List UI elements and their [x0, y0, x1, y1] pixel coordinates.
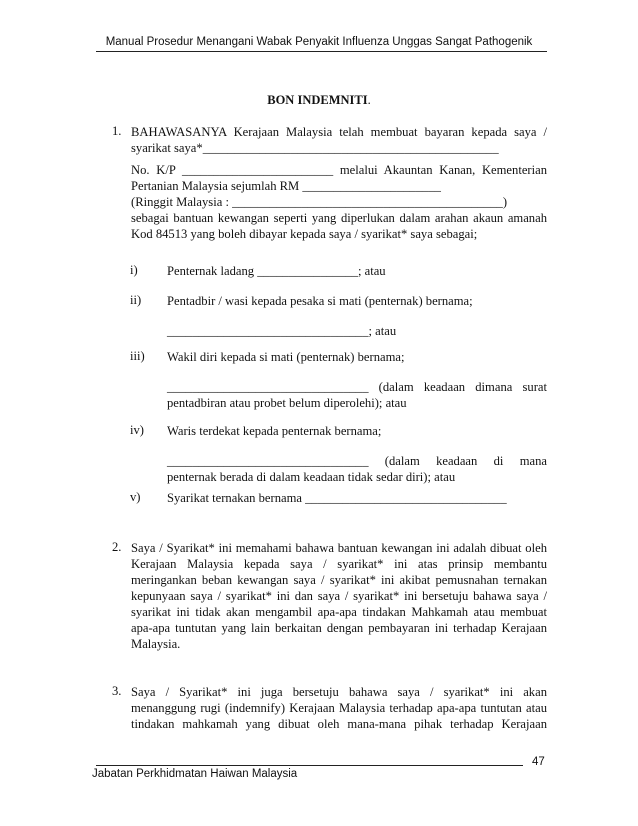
clause-1-number: 1. — [112, 124, 122, 138]
item-iv-number: iv) — [130, 423, 144, 437]
clause-2-line: meringankan beban kewangan saya / syarikat* ini akibat pemusnahan ternakan — [131, 573, 547, 587]
item-line: Pentadbir / wasi kepada pesaka si mati (penternak) bernama; — [167, 294, 473, 308]
clause-1-text — [131, 124, 547, 241]
header-rule — [96, 51, 547, 52]
clause-1-line: Pertanian Malaysia sejumlah RM ______________________ — [131, 179, 441, 193]
clause-3-line: tindakan mahkamah yang dibuat oleh mana-mana pihak terhadap Kerajaan — [131, 717, 547, 731]
item-i-text — [167, 263, 547, 279]
running-header: Manual Prosedur Menangani Wabak Penyakit Influenza Unggas Sangat Pathogenik — [105, 36, 533, 48]
item-ii-number: ii) — [130, 293, 142, 307]
clause-3-line: Saya / Syarikat* ini juga bersetuju bahawa saya / syarikat* ini akan — [131, 685, 547, 699]
item-v-number: v) — [130, 490, 141, 504]
item-iv-text — [167, 423, 547, 485]
document-title — [0, 93, 638, 108]
item-iii-text — [167, 349, 547, 411]
item-line: Waris terdekat kepada penternak bernama; — [167, 424, 382, 438]
item-iii-number: iii) — [130, 349, 145, 363]
item-line: penternak berada di dalam keadaan tidak sedar diri); atau — [167, 470, 456, 484]
clause-2-line: apa-apa tuntutan yang lain berkaitan dengan pembayaran ini terhadap Kerajaan — [131, 621, 547, 635]
clause-3-text — [131, 684, 547, 732]
clause-3-line: menanggung rugi (indemnify) Kerajaan Malaysia terhadap apa-apa tuntutan atau — [131, 701, 547, 715]
item-line: ________________________________ (dalam keadaan di mana — [167, 454, 547, 468]
clause-1-line: BAHAWASANYA Kerajaan Malaysia telah membuat bayaran kepada saya / — [131, 125, 547, 139]
clause-2-line: Saya / Syarikat* ini memahami bahawa bantuan kewangan ini adalah dibuat oleh — [131, 541, 547, 555]
clause-2-text — [131, 540, 547, 652]
footer-rule — [96, 765, 523, 766]
clause-1-line: syarikat saya*_______________________________________________ — [131, 141, 499, 155]
page-number: 47 — [532, 756, 545, 768]
item-line: pentadbiran atau probet belum diperolehi); atau — [167, 396, 407, 410]
document-title-text: BON INDEMNITI — [267, 93, 368, 107]
item-i-number: i) — [130, 263, 138, 277]
clause-1-line: (Ringgit Malaysia : ___________________________________________) — [131, 195, 508, 209]
clause-1-line: Kod 84513 yang boleh dibayar kepada saya / syarikat* saya sebagai; — [131, 227, 478, 241]
clause-2-line: kepunyaan saya / syarikat* ini dan saya / syarikat* ini bersetuju bahawa saya / — [131, 589, 547, 603]
footer-organization: Jabatan Perkhidmatan Haiwan Malaysia — [92, 768, 298, 780]
item-line: ________________________________ (dalam keadaan dimana surat — [167, 380, 547, 394]
clause-1-line: No. K/P ________________________ melalui Akauntan Kanan, Kementerian — [131, 163, 547, 177]
item-v-text — [167, 490, 547, 506]
clause-1-line: sebagai bantuan kewangan seperti yang diperlukan dalam arahan akaun amanah — [131, 211, 547, 225]
clause-2-line: Kerajaan Malaysia kepada saya / syarikat* ini atas prinsip membantu — [131, 557, 547, 571]
clause-2-line: Malaysia. — [131, 637, 181, 651]
item-line: Penternak ladang ________________; atau — [167, 264, 386, 278]
item-line: ________________________________; atau — [167, 324, 397, 338]
clause-3-number: 3. — [112, 684, 122, 698]
item-line: Syarikat ternakan bernama ________________________________ — [167, 491, 507, 505]
clause-2-line: syarikat ini tidak akan mengambil apa-apa tindakan Mahkamah atau membuat — [131, 605, 547, 619]
clause-2-number: 2. — [112, 540, 122, 554]
item-ii-text — [167, 293, 547, 339]
document-title-period: . — [367, 93, 371, 107]
item-line: Wakil diri kepada si mati (penternak) bernama; — [167, 350, 405, 364]
